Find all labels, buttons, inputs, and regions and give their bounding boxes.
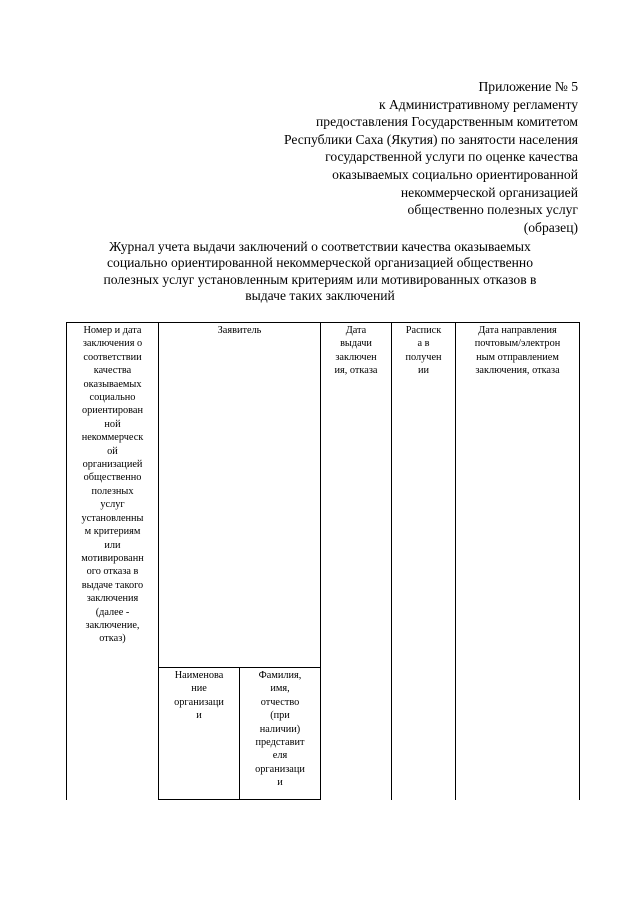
col-applicant-header: Заявитель	[159, 323, 321, 668]
appendix-line: некоммерческой организацией	[400, 184, 578, 200]
header-row-top	[67, 323, 580, 668]
col-receipt-header: Расписк а в получен ии	[392, 323, 456, 800]
col-conclusion-number-header: Номер и дата заключения о соответствии качества оказываемых социально ориентирован ной некоммерческ ой организацией общественно полезных услуг установленны м критериям или мотивированн ого отказа в выдаче такого заключения (далее - заключение, отказ)	[67, 323, 159, 800]
appendix-line: государственной услуги по оценке качества	[325, 149, 578, 165]
journal-title-line: полезных услуг установленным критериям или мотивированных отказов в	[103, 271, 537, 287]
appendix-header	[240, 78, 578, 236]
col-issue-date-header: Дата выдачи заключен ия, отказа	[321, 323, 392, 800]
appendix-line: общественно полезных услуг	[407, 202, 578, 218]
appendix-line: оказываемых социально ориентированной	[332, 166, 578, 182]
journal-title-line: выдаче таких заключений	[245, 288, 395, 304]
journal-title-line: социально ориентированной некоммерческой организацией общественно	[106, 255, 533, 271]
col-organization-name-header: Наименова ние организаци и	[159, 668, 240, 800]
col-sending-date-header: Дата направления почтовым/электрон ным отправлением заключения, отказа	[456, 323, 580, 800]
appendix-line: Республики Саха (Якутия) по занятости населения	[283, 131, 578, 147]
appendix-line: предоставления Государственным комитетом	[316, 114, 578, 130]
journal-title	[60, 239, 580, 305]
journal-title-line: Журнал учета выдачи заключений о соответствии качества оказываемых	[109, 239, 531, 254]
col-representative-name-header: Фамилия, имя, отчество (при наличии) представит еля организаци и	[240, 668, 321, 800]
appendix-line: к Административному регламенту	[378, 96, 578, 112]
journal-table	[66, 322, 580, 800]
appendix-line: Приложение № 5	[478, 79, 578, 94]
appendix-line: (образец)	[523, 219, 578, 235]
